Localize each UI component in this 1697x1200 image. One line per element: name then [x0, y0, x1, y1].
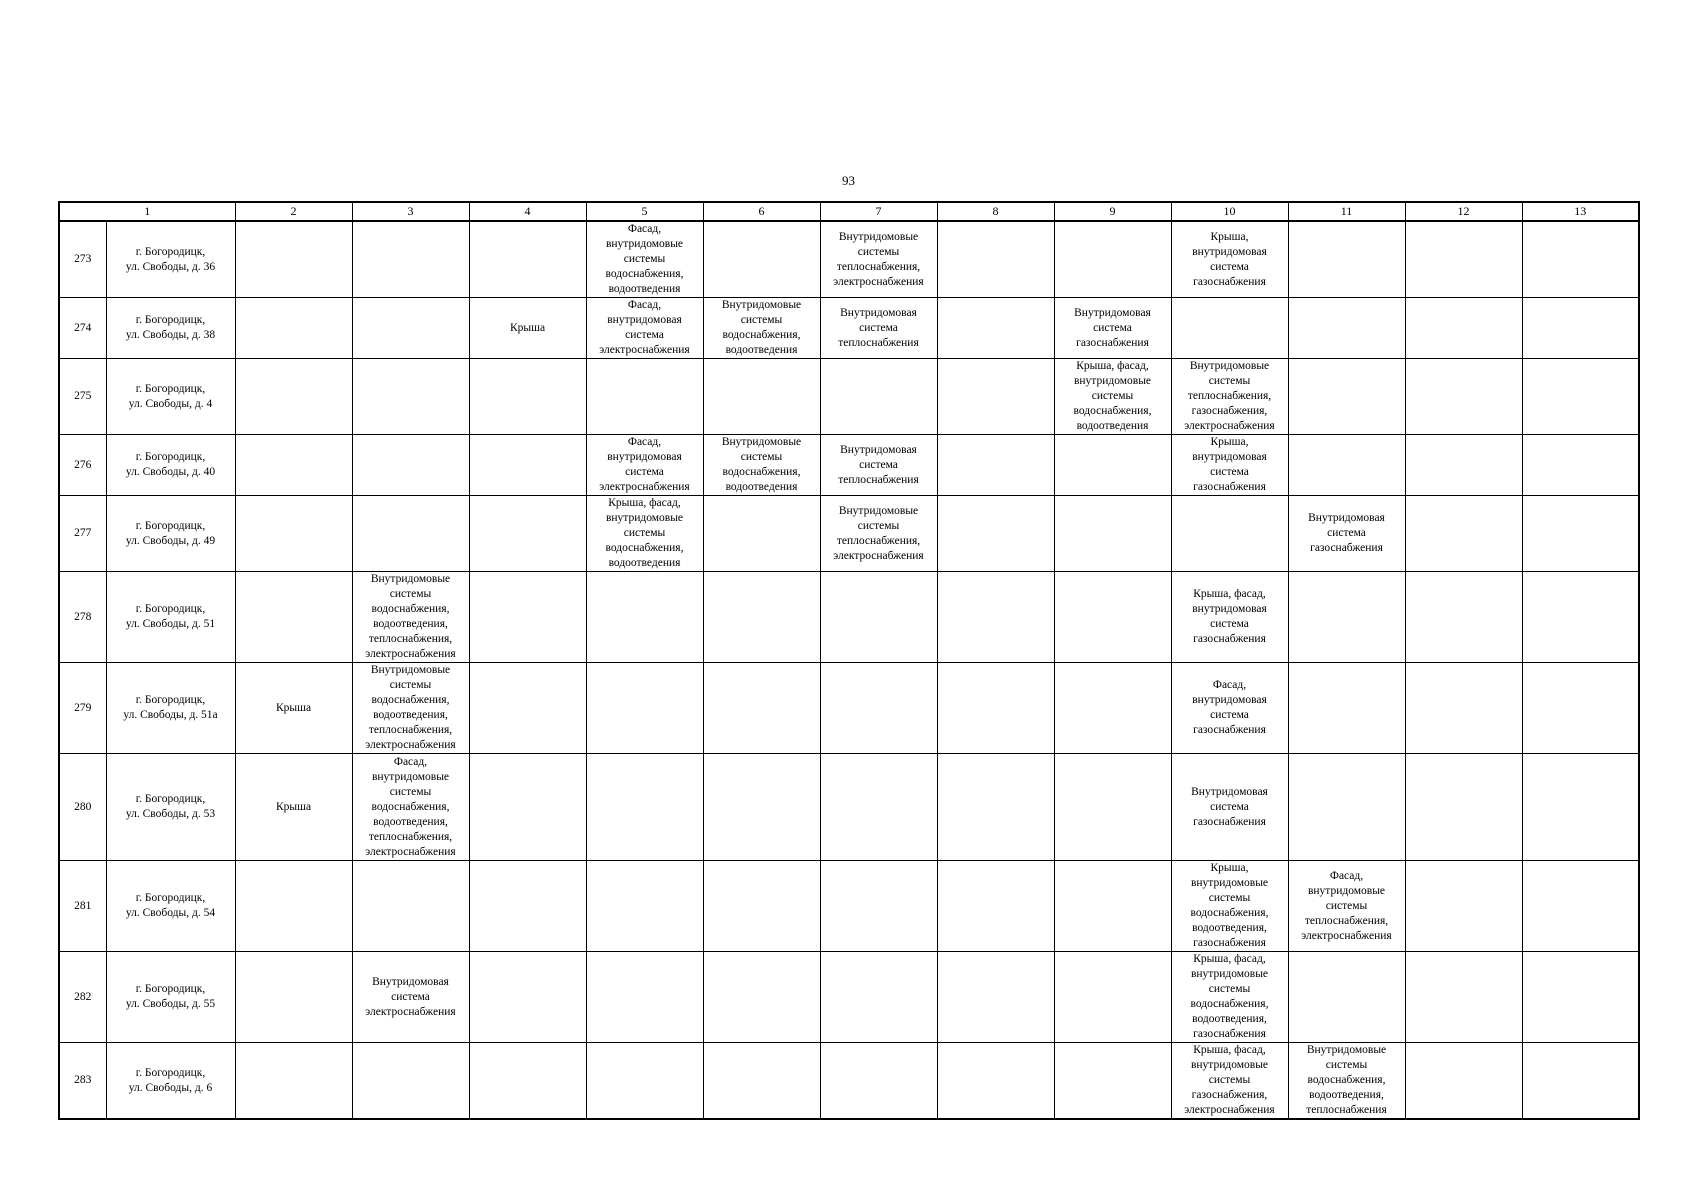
table-row — [59, 221, 1639, 298]
table-row — [59, 359, 1639, 435]
table-row — [59, 435, 1639, 496]
cell-col-13 — [1522, 663, 1639, 754]
cell-col-6 — [703, 952, 820, 1043]
row-number-text: 281 — [74, 899, 92, 912]
column-header: 12 — [1405, 202, 1522, 221]
cell-col-2 — [235, 754, 352, 861]
cell-col-12 — [1405, 435, 1522, 496]
column-header: 13 — [1522, 202, 1639, 221]
table-row — [59, 298, 1639, 359]
cell-col-12 — [1405, 572, 1522, 663]
cell-col-7 — [820, 1043, 937, 1120]
cell-col-10-text: Фасад, внутридомовая система газоснабжения — [1192, 679, 1267, 736]
cell-col-5-text: Крыша, фасад, внутридомовые системы водоснабжения, водоотведения — [605, 497, 684, 569]
cell-col-2 — [235, 435, 352, 496]
column-header: 2 — [235, 202, 352, 221]
cell-col-9 — [1054, 572, 1171, 663]
cell-col-3 — [352, 952, 469, 1043]
column-header: 5 — [586, 202, 703, 221]
cell-col-3 — [352, 663, 469, 754]
cell-col-2 — [235, 572, 352, 663]
table-row — [59, 572, 1639, 663]
column-header: 7 — [820, 202, 937, 221]
cell-col-7 — [820, 572, 937, 663]
cell-col-10-text: Внутридомовая система газоснабжения — [1191, 785, 1268, 828]
cell-col-11-text: Фасад, внутридомовые системы теплоснабжения, электроснабжения — [1301, 869, 1392, 942]
cell-col-2 — [235, 1043, 352, 1120]
cell-col-2-text: Крыша — [275, 800, 312, 813]
cell-col-9 — [1054, 435, 1171, 496]
cell-col-11 — [1288, 221, 1405, 298]
cell-col-2 — [235, 861, 352, 952]
cell-col-3 — [352, 1043, 469, 1120]
address-cell-text: г. Богородицк, ул. Свободы, д. 49 — [125, 519, 216, 547]
cell-col-7 — [820, 298, 937, 359]
column-header: 8 — [937, 202, 1054, 221]
cell-col-13 — [1522, 298, 1639, 359]
cell-col-9 — [1054, 861, 1171, 952]
cell-col-4 — [469, 1043, 586, 1120]
cell-col-10-text: Крыша, внутридомовая система газоснабжения — [1192, 436, 1267, 493]
cell-col-2 — [235, 663, 352, 754]
cell-col-4 — [469, 221, 586, 298]
cell-col-11 — [1288, 663, 1405, 754]
table-row — [59, 663, 1639, 754]
table-row — [59, 754, 1639, 861]
cell-col-10 — [1171, 435, 1288, 496]
cell-col-11 — [1288, 359, 1405, 435]
cell-col-10-text: Крыша, внутридомовая система газоснабжения — [1192, 230, 1267, 288]
address-cell — [106, 359, 235, 435]
address-cell-text: г. Богородицк, ул. Свободы, д. 38 — [125, 314, 216, 341]
address-cell-text: г. Богородицк, ул. Свободы, д. 4 — [128, 382, 213, 410]
row-number-text: 274 — [74, 321, 92, 334]
cell-col-12 — [1405, 221, 1522, 298]
cell-col-12 — [1405, 298, 1522, 359]
cell-col-10 — [1171, 496, 1288, 572]
cell-col-13 — [1522, 359, 1639, 435]
cell-col-8 — [937, 754, 1054, 861]
cell-col-10 — [1171, 754, 1288, 861]
cell-col-4 — [469, 572, 586, 663]
cell-col-7 — [820, 359, 937, 435]
cell-col-6 — [703, 663, 820, 754]
table-row — [59, 1043, 1639, 1120]
address-cell-text: г. Богородицк, ул. Свободы, д. 40 — [125, 451, 216, 478]
cell-col-3-text: Внутридомовые системы водоснабжения, водоотведения, теплоснабжения, электроснабжения — [365, 664, 456, 751]
cell-col-9 — [1054, 496, 1171, 572]
cell-col-7 — [820, 952, 937, 1043]
table-row — [59, 952, 1639, 1043]
row-number-text: 273 — [74, 253, 92, 265]
cell-col-9 — [1054, 754, 1171, 861]
row-number-text: 275 — [74, 390, 92, 402]
cell-col-3-text: Фасад, внутридомовые системы водоснабжения, водоотведения, теплоснабжения, электроснабжения — [365, 755, 456, 858]
column-number-header — [59, 202, 1639, 221]
cell-col-8 — [937, 435, 1054, 496]
cell-col-5 — [586, 572, 703, 663]
row-number — [59, 952, 106, 1043]
address-cell — [106, 952, 235, 1043]
cell-col-8 — [937, 572, 1054, 663]
cell-col-13 — [1522, 952, 1639, 1043]
cell-col-12 — [1405, 952, 1522, 1043]
address-cell — [106, 754, 235, 861]
cell-col-3 — [352, 359, 469, 435]
cell-col-3 — [352, 435, 469, 496]
column-header: 3 — [352, 202, 469, 221]
cell-col-4 — [469, 952, 586, 1043]
cell-col-6 — [703, 1043, 820, 1120]
cell-col-10-text: Внутридомовые системы теплоснабжения, газоснабжения, электроснабжения — [1184, 360, 1275, 432]
cell-col-10-text: Крыша, фасад, внутридомовая система газоснабжения — [1192, 588, 1267, 645]
row-number — [59, 861, 106, 952]
address-cell — [106, 572, 235, 663]
cell-col-5-text: Фасад, внутридомовая система электроснабжения — [599, 299, 690, 356]
address-cell — [106, 496, 235, 572]
row-number-text: 280 — [74, 800, 92, 813]
cell-col-7 — [820, 663, 937, 754]
cell-col-7-text: Внутридомовые системы теплоснабжения, электроснабжения — [833, 230, 924, 288]
cell-col-3-text: Внутридомовая система электроснабжения — [365, 975, 456, 1018]
row-number-text: 279 — [74, 701, 92, 714]
cell-col-4 — [469, 435, 586, 496]
row-number-text: 277 — [74, 527, 92, 539]
cell-col-5 — [586, 435, 703, 496]
cell-col-9 — [1054, 298, 1171, 359]
cell-col-6 — [703, 359, 820, 435]
cell-col-13 — [1522, 861, 1639, 952]
row-number-text: 278 — [74, 610, 92, 623]
cell-col-13 — [1522, 496, 1639, 572]
table-row — [59, 861, 1639, 952]
cell-col-8 — [937, 359, 1054, 435]
cell-col-4 — [469, 496, 586, 572]
cell-col-13 — [1522, 754, 1639, 861]
cell-col-7-text: Внутридомовая система теплоснабжения — [838, 443, 919, 486]
row-number — [59, 359, 106, 435]
cell-col-10-text: Крыша, фасад, внутридомовые системы водоснабжения, водоотведения, газоснабжения — [1190, 953, 1269, 1040]
cell-col-6 — [703, 754, 820, 861]
cell-col-9-text: Крыша, фасад, внутридомовые системы водоснабжения, водоотведения — [1073, 360, 1152, 432]
cell-col-6 — [703, 572, 820, 663]
cell-col-5 — [586, 298, 703, 359]
address-cell-text: г. Богородицк, ул. Свободы, д. 36 — [125, 245, 216, 273]
cell-col-5 — [586, 1043, 703, 1120]
cell-col-10 — [1171, 861, 1288, 952]
cell-col-10 — [1171, 952, 1288, 1043]
cell-col-6 — [703, 435, 820, 496]
cell-col-12 — [1405, 496, 1522, 572]
cell-col-6 — [703, 496, 820, 572]
address-cell-text: г. Богородицк, ул. Свободы, д. 54 — [125, 892, 216, 919]
cell-col-7 — [820, 435, 937, 496]
address-cell — [106, 1043, 235, 1120]
address-cell — [106, 663, 235, 754]
cell-col-10 — [1171, 298, 1288, 359]
cell-col-4 — [469, 359, 586, 435]
row-number — [59, 496, 106, 572]
row-number — [59, 1043, 106, 1120]
cell-col-11 — [1288, 1043, 1405, 1120]
cell-col-3 — [352, 754, 469, 861]
address-cell-text: г. Богородицк, ул. Свободы, д. 51а — [123, 694, 218, 721]
cell-col-6 — [703, 861, 820, 952]
cell-col-10 — [1171, 572, 1288, 663]
cell-col-11-text: Внутридомовые системы водоснабжения, водоотведения, теплоснабжения — [1306, 1044, 1387, 1116]
cell-col-5 — [586, 861, 703, 952]
cell-col-3 — [352, 496, 469, 572]
capital-repair-table — [58, 201, 1640, 1120]
cell-col-11 — [1288, 496, 1405, 572]
cell-col-11 — [1288, 861, 1405, 952]
column-header: 10 — [1171, 202, 1288, 221]
cell-col-5-text: Фасад, внутридомовая система электроснабжения — [599, 436, 690, 493]
cell-col-6 — [703, 221, 820, 298]
cell-col-12 — [1405, 754, 1522, 861]
cell-col-12 — [1405, 861, 1522, 952]
cell-col-7 — [820, 861, 937, 952]
cell-col-8 — [937, 861, 1054, 952]
cell-col-10 — [1171, 221, 1288, 298]
cell-col-5 — [586, 496, 703, 572]
cell-col-2-text: Крыша — [275, 701, 312, 714]
address-cell — [106, 221, 235, 298]
cell-col-5 — [586, 754, 703, 861]
cell-col-13 — [1522, 435, 1639, 496]
cell-col-4 — [469, 298, 586, 359]
cell-col-11 — [1288, 572, 1405, 663]
cell-col-10 — [1171, 663, 1288, 754]
cell-col-2 — [235, 221, 352, 298]
column-header: 11 — [1288, 202, 1405, 221]
cell-col-2 — [235, 496, 352, 572]
row-number — [59, 298, 106, 359]
cell-col-9 — [1054, 359, 1171, 435]
cell-col-2 — [235, 298, 352, 359]
cell-col-3 — [352, 572, 469, 663]
cell-col-12 — [1405, 663, 1522, 754]
cell-col-4 — [469, 754, 586, 861]
cell-col-12 — [1405, 1043, 1522, 1120]
cell-col-5 — [586, 221, 703, 298]
address-cell — [106, 435, 235, 496]
cell-col-11 — [1288, 952, 1405, 1043]
cell-col-13 — [1522, 221, 1639, 298]
cell-col-8 — [937, 1043, 1054, 1120]
cell-col-11 — [1288, 298, 1405, 359]
cell-col-4-text: Крыша — [509, 321, 546, 334]
cell-col-7-text: Внутридомовая система теплоснабжения — [838, 306, 919, 349]
cell-col-6-text: Внутридомовые системы водоснабжения, водоотведения — [721, 436, 802, 493]
page-number: 93 — [842, 173, 855, 188]
cell-col-8 — [937, 221, 1054, 298]
row-number-text: 282 — [74, 990, 92, 1003]
cell-col-4 — [469, 861, 586, 952]
row-number — [59, 435, 106, 496]
cell-col-13 — [1522, 1043, 1639, 1120]
cell-col-6 — [703, 298, 820, 359]
cell-col-10 — [1171, 1043, 1288, 1120]
cell-col-9 — [1054, 1043, 1171, 1120]
cell-col-9 — [1054, 663, 1171, 754]
row-number — [59, 754, 106, 861]
cell-col-5 — [586, 663, 703, 754]
cell-col-3 — [352, 861, 469, 952]
address-cell-text: г. Богородицк, ул. Свободы, д. 51 — [125, 603, 216, 630]
cell-col-3 — [352, 221, 469, 298]
cell-col-5 — [586, 952, 703, 1043]
cell-col-3 — [352, 298, 469, 359]
row-number — [59, 572, 106, 663]
cell-col-7-text: Внутридомовые системы теплоснабжения, электроснабжения — [833, 504, 924, 562]
cell-col-12 — [1405, 359, 1522, 435]
column-header: 9 — [1054, 202, 1171, 221]
column-header: 4 — [469, 202, 586, 221]
cell-col-10-text: Крыша, внутридомовые системы водоснабжения, водоотведения, газоснабжения — [1190, 862, 1269, 949]
column-header: 1 — [59, 202, 235, 221]
address-cell-text: г. Богородицк, ул. Свободы, д. 6 — [128, 1066, 213, 1094]
column-header: 6 — [703, 202, 820, 221]
cell-col-3-text: Внутридомовые системы водоснабжения, водоотведения, теплоснабжения, электроснабжения — [365, 573, 456, 660]
cell-col-8 — [937, 952, 1054, 1043]
cell-col-4 — [469, 663, 586, 754]
address-cell — [106, 298, 235, 359]
cell-col-13 — [1522, 572, 1639, 663]
cell-col-7 — [820, 221, 937, 298]
cell-col-7 — [820, 496, 937, 572]
cell-col-6-text: Внутридомовые системы водоснабжения, водоотведения — [721, 299, 802, 356]
cell-col-11 — [1288, 435, 1405, 496]
address-cell-text: г. Богородицк, ул. Свободы, д. 53 — [125, 793, 216, 820]
address-cell-text: г. Богородицк, ул. Свободы, д. 55 — [125, 983, 216, 1010]
row-number — [59, 663, 106, 754]
row-number-text: 283 — [74, 1074, 92, 1086]
cell-col-2 — [235, 952, 352, 1043]
cell-col-9-text: Внутридомовая система газоснабжения — [1074, 306, 1151, 349]
cell-col-10-text: Крыша, фасад, внутридомовые системы газоснабжения, электроснабжения — [1184, 1044, 1275, 1116]
cell-col-5-text: Фасад, внутридомовые системы водоснабжения, водоотведения — [605, 223, 684, 295]
cell-col-5 — [586, 359, 703, 435]
cell-col-8 — [937, 298, 1054, 359]
cell-col-7 — [820, 754, 937, 861]
row-number — [59, 221, 106, 298]
cell-col-11-text: Внутридомовая система газоснабжения — [1308, 512, 1385, 554]
address-cell — [106, 861, 235, 952]
cell-col-9 — [1054, 952, 1171, 1043]
cell-col-8 — [937, 496, 1054, 572]
table-row — [59, 496, 1639, 572]
cell-col-10 — [1171, 359, 1288, 435]
cell-col-11 — [1288, 754, 1405, 861]
cell-col-8 — [937, 663, 1054, 754]
row-number-text: 276 — [74, 458, 92, 471]
cell-col-9 — [1054, 221, 1171, 298]
cell-col-2 — [235, 359, 352, 435]
